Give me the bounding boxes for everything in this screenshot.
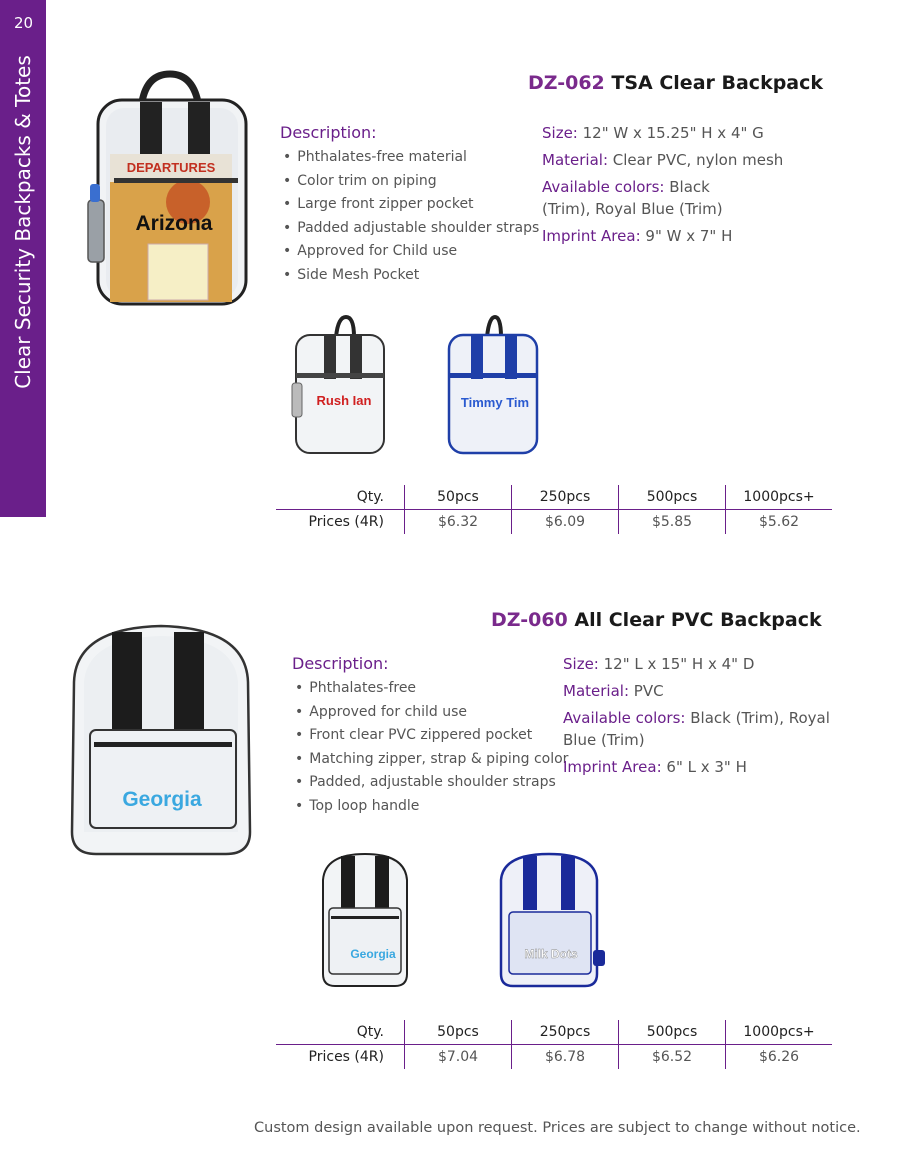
backpack-black-trim-photo xyxy=(290,315,390,455)
backpack-blue-trim-photo xyxy=(443,315,543,455)
feature-list xyxy=(283,146,539,288)
feature-item: • Padded, adjustable shoulder straps xyxy=(295,771,568,795)
feature-item: • Color trim on piping xyxy=(283,170,539,194)
price-table-dz060 xyxy=(276,1020,832,1069)
spec-colors: Available colors: Black (Trim), Royal Blue (Trim) xyxy=(563,709,830,749)
qty-cell: 1000pcs+ xyxy=(726,1020,833,1045)
qty-cell: 500pcs xyxy=(619,485,726,510)
all-clear-backpack-photo xyxy=(66,622,256,860)
product-title-dz062 xyxy=(528,72,823,94)
magazine-title: DEPARTURES xyxy=(126,160,216,175)
spec-size: Size: 12" L x 15" H x 4" D xyxy=(563,655,755,673)
price-cell: $6.26 xyxy=(726,1045,833,1070)
description-label: Description: xyxy=(280,123,377,142)
qty-cell: 50pcs xyxy=(405,1020,512,1045)
feature-item: • Top loop handle xyxy=(295,795,568,819)
price-cell: $6.78 xyxy=(512,1045,619,1070)
qty-cell: 250pcs xyxy=(512,1020,619,1045)
feature-item: • Front clear PVC zippered pocket xyxy=(295,724,568,748)
description-label: Description: xyxy=(292,654,389,673)
feature-item: • Approved for child use xyxy=(295,701,568,725)
backpack-black-small-photo xyxy=(317,850,413,990)
page-number: 20 xyxy=(14,14,34,32)
product-code: DZ-062 xyxy=(528,72,605,94)
price-cell: $6.09 xyxy=(512,510,619,535)
qty-cell: 50pcs xyxy=(405,485,512,510)
qty-cell: 500pcs xyxy=(619,1020,726,1045)
price-cell: $5.62 xyxy=(726,510,833,535)
timmy-imprint: Timmy Tim xyxy=(460,395,530,410)
price-cell: $5.85 xyxy=(619,510,726,535)
section-sidebar xyxy=(0,0,46,517)
product-name: TSA Clear Backpack xyxy=(611,72,824,94)
price-cell: $6.52 xyxy=(619,1045,726,1070)
milkdots-imprint: Milk Dots xyxy=(524,947,578,961)
qty-cell: 1000pcs+ xyxy=(726,485,833,510)
feature-item: • Phthalates-free xyxy=(295,677,568,701)
qty-cell: 250pcs xyxy=(512,485,619,510)
feature-item: • Phthalates-free material xyxy=(283,146,539,170)
spec-imprint: Imprint Area: 9" W x 7" H xyxy=(542,227,733,245)
feature-item: • Side Mesh Pocket xyxy=(283,264,539,288)
price-label: Prices (4R) xyxy=(308,514,384,530)
rush-imprint: Rush Ian xyxy=(316,393,372,408)
spec-imprint: Imprint Area: 6" L x 3" H xyxy=(563,758,747,776)
spec-list xyxy=(563,653,848,783)
price-cell: $6.32 xyxy=(405,510,512,535)
backpack-blue-small-photo xyxy=(497,850,607,990)
feature-item: • Padded adjustable shoulder straps xyxy=(283,217,539,241)
qty-label: Qty. xyxy=(276,485,405,510)
feature-item: • Approved for Child use xyxy=(283,240,539,264)
spec-material: Material: Clear PVC, nylon mesh xyxy=(542,151,784,169)
price-table-dz062 xyxy=(276,485,832,534)
feature-item: • Matching zipper, strap & piping color xyxy=(295,748,568,772)
footer-note: Custom design available upon request. Prices are subject to change without notice. xyxy=(254,1120,861,1136)
arizona-imprint: Arizona xyxy=(135,212,213,235)
section-title: Clear Security Backpacks & Totes xyxy=(11,55,35,389)
georgia-small-imprint: Georgia xyxy=(350,947,396,961)
qty-label: Qty. xyxy=(276,1020,405,1045)
product-code: DZ-060 xyxy=(491,609,568,631)
georgia-imprint: Georgia xyxy=(122,788,202,811)
price-label: Prices (4R) xyxy=(308,1049,384,1065)
price-cell: $7.04 xyxy=(405,1045,512,1070)
product-title-dz060 xyxy=(491,609,822,631)
spec-list xyxy=(542,122,842,252)
spec-size: Size: 12" W x 15.25" H x 4" G xyxy=(542,124,764,142)
spec-colors: Available colors: Black (Trim), Royal Blue (Trim) xyxy=(542,178,723,218)
spec-material: Material: PVC xyxy=(563,682,664,700)
product-name: All Clear PVC Backpack xyxy=(574,609,822,631)
feature-item: • Large front zipper pocket xyxy=(283,193,539,217)
tsa-backpack-photo xyxy=(92,72,252,307)
feature-list xyxy=(295,677,568,819)
